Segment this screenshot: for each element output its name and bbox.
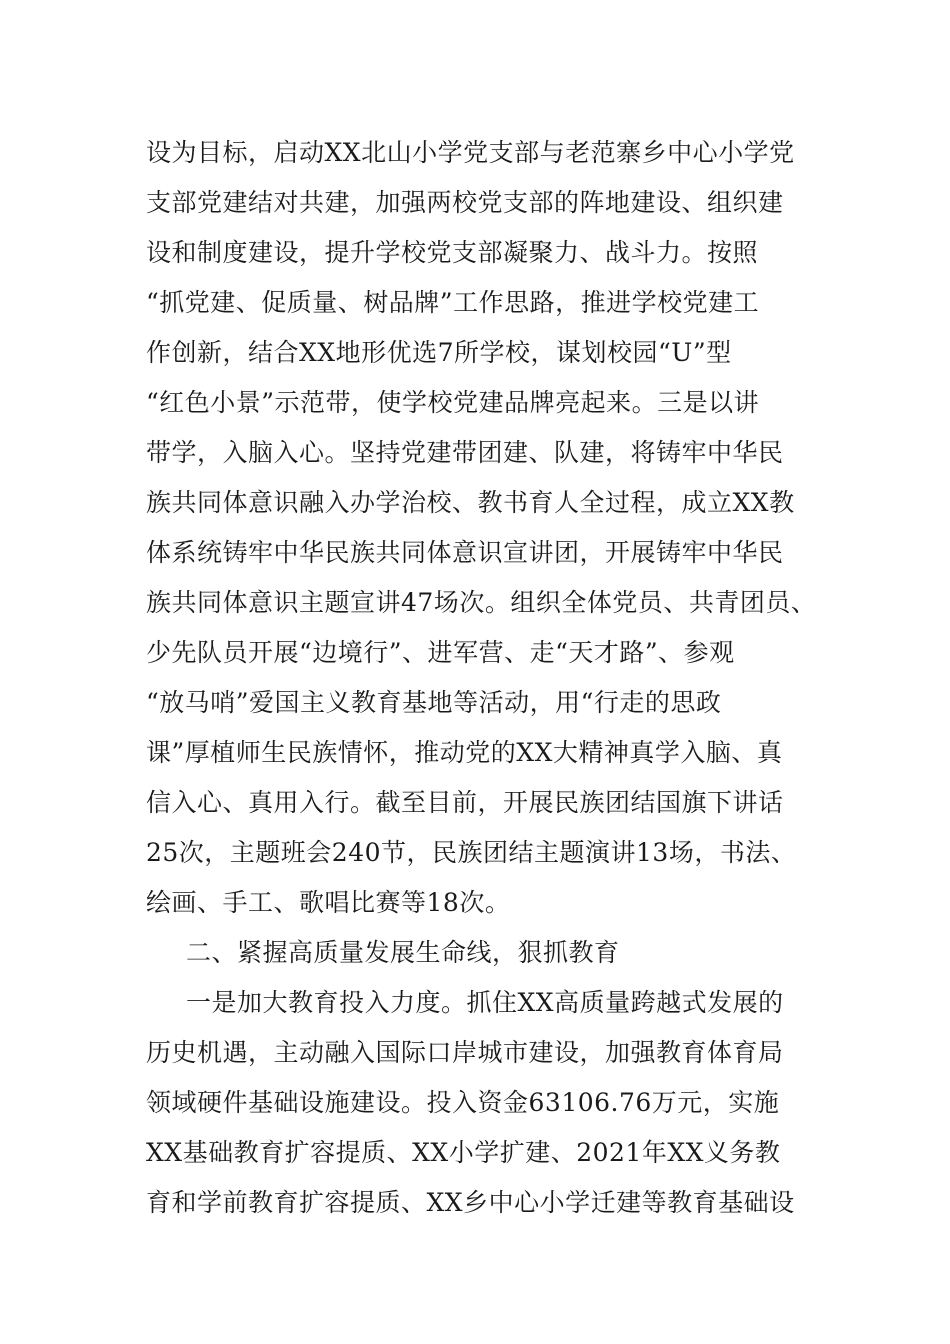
text-line-21: XX基础教育扩容提质、XX小学扩建、2021年XX义务教 — [146, 1138, 781, 1167]
text-line-13: 课”厚植师生民族情怀，推动党的XX大精神真学入脑、真 — [146, 738, 783, 767]
text-line-3: 设和制度建设，提升学校党支部凝聚力、战斗力。按照 — [146, 238, 759, 267]
text-line-11: 少先队员开展“边境行”、进军营、走“天才路”、参观 — [146, 638, 735, 667]
text-line-16: 绘画、手工、歌唱比赛等18次。 — [146, 888, 511, 917]
text-line-1: 设为目标，启动XX北山小学党支部与老范寨乡中心小学党 — [146, 138, 795, 167]
text-line-9: 体系统铸牢中华民族共同体意识宣讲团，开展铸牢中华民 — [146, 538, 784, 567]
text-line-4: “抓党建、促质量、树品牌”工作思路，推进学校党建工 — [146, 288, 760, 317]
text-line-6: “红色小景”示范带，使学校党建品牌亮起来。三是以讲 — [146, 388, 760, 417]
text-line-12: “放马哨”爱国主义教育基地等活动，用“行走的思政 — [146, 688, 722, 717]
text-line-5: 作创新，结合XX地形优选7所学校，谋划校园“U”型 — [146, 338, 732, 367]
text-line-7: 带学，入脑入心。坚持党建带团建、队建，将铸牢中华民 — [146, 438, 784, 467]
section-heading: 二、紧握高质量发展生命线，狠抓教育 — [186, 938, 620, 967]
text-line-8: 族共同体意识融入办学治校、教书育人全过程，成立XX教 — [146, 488, 795, 517]
text-line-22: 育和学前教育扩容提质、XX乡中心小学迁建等教育基础设 — [146, 1188, 795, 1217]
text-line-10: 族共同体意识主题宣讲47场次。组织全体党员、共青团员、 — [146, 588, 817, 617]
text-line-14: 信入心、真用入行。截至目前，开展民族团结国旗下讲话 — [146, 788, 784, 817]
text-line-15: 25次，主题班会240节，民族团结主题演讲13场，书法、 — [146, 838, 797, 867]
text-line-20: 领域硬件基础设施建设。投入资金63106.76万元，实施 — [146, 1088, 780, 1117]
text-line-18: 一是加大教育投入力度。抓住XX高质量跨越式发展的 — [186, 988, 784, 1017]
text-line-19: 历史机遇，主动融入国际口岸城市建设，加强教育体育局 — [146, 1038, 784, 1067]
text-line-2: 支部党建结对共建，加强两校党支部的阵地建设、组织建 — [146, 188, 784, 217]
